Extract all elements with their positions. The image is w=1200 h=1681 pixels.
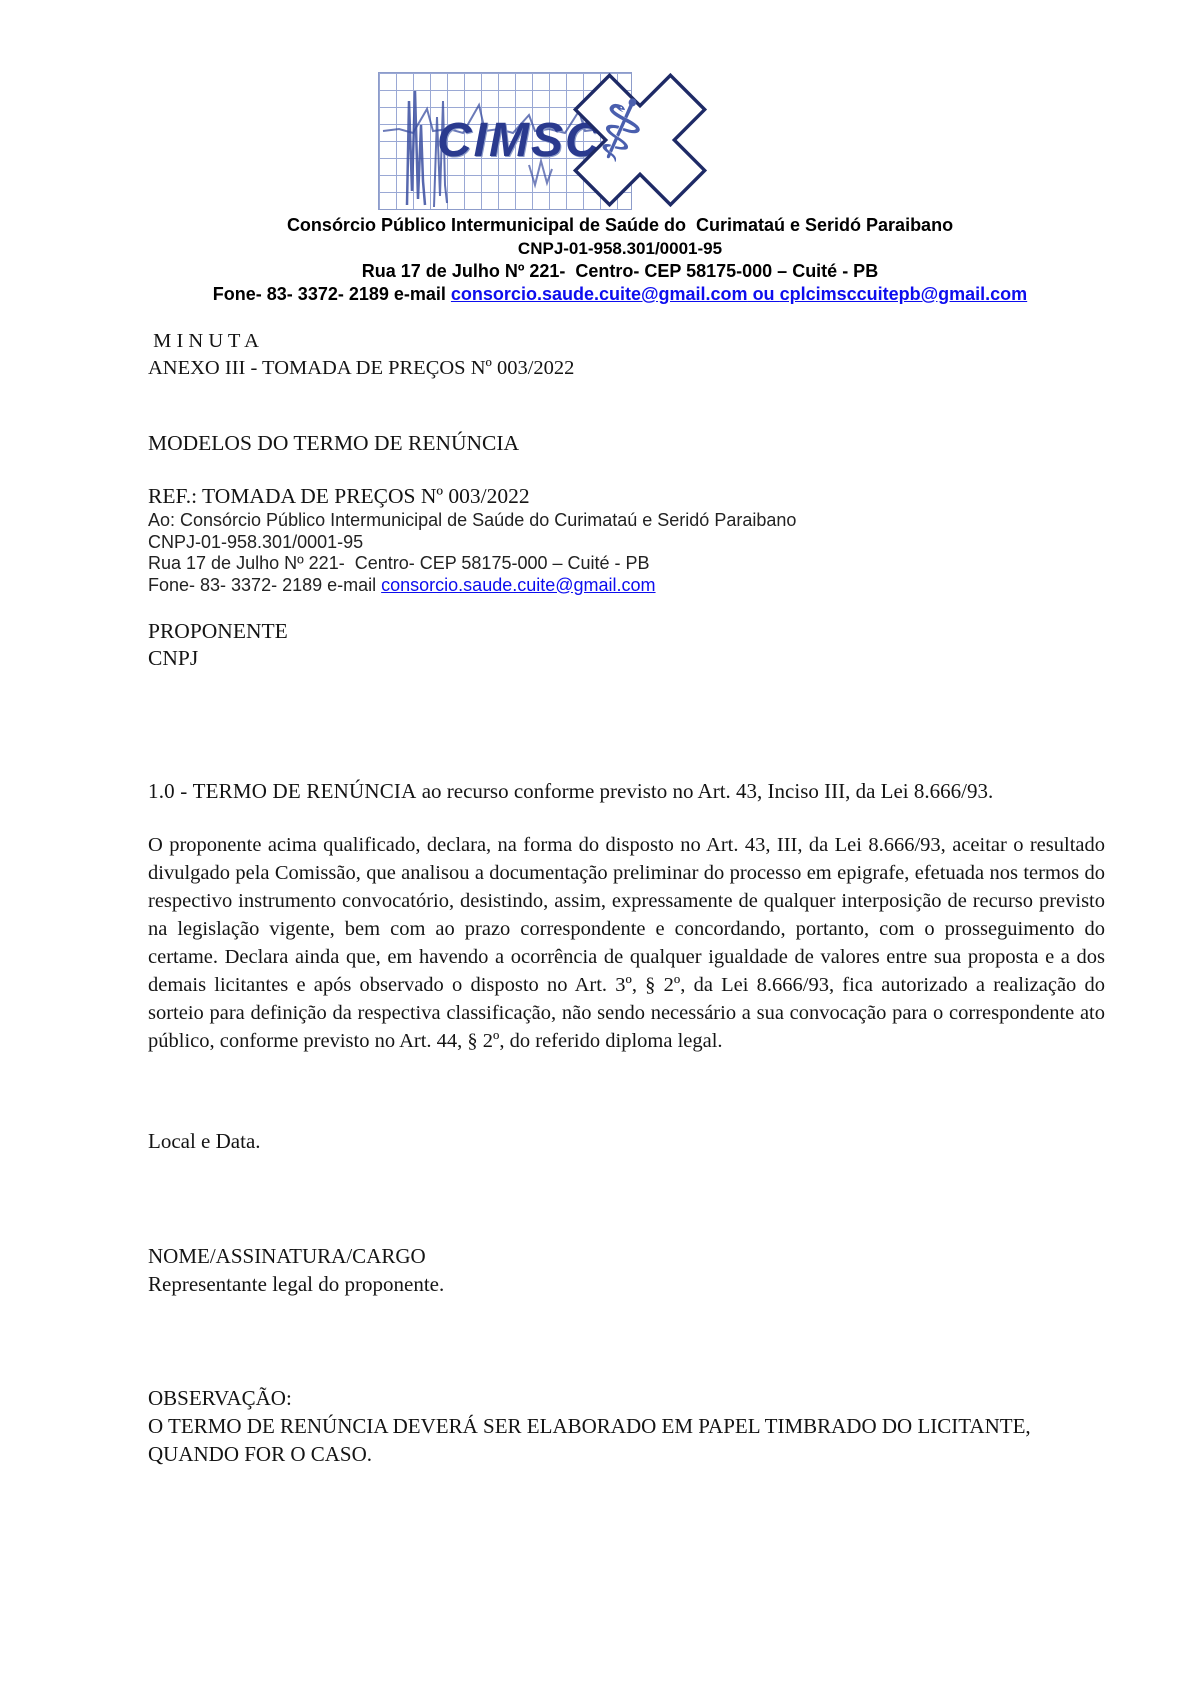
- ref-email-link[interactable]: consorcio.saude.cuite@gmail.com: [381, 574, 656, 595]
- observacao-label: OBSERVAÇÃO:: [148, 1386, 292, 1410]
- org-contact-line: [40, 283, 1200, 306]
- title-block: [148, 328, 1105, 382]
- ref-addressee: Ao: Consórcio Público Intermunicipal de Saúde do Curimataú e Seridó Paraibano: [148, 510, 797, 530]
- org-address: Rua 17 de Julho Nº 221- Centro- CEP 58175-000 – Cuité - PB: [361, 261, 879, 281]
- ref-heading: REF.: TOMADA DE PREÇOS Nº 003/2022: [148, 484, 530, 508]
- modelos-heading: MODELOS DO TERMO DE RENÚNCIA: [148, 431, 520, 455]
- document-body: [148, 328, 1111, 1055]
- observacao-body: O TERMO DE RENÚNCIA DEVERÁ SER ELABORADO EM PAPEL TIMBRADO DO LICITANTE, QUANDO FOR O CASO.: [148, 1414, 1036, 1466]
- clause-number-title: 1.0 - TERMO DE RENÚNCIA: [148, 779, 417, 803]
- org-name: Consórcio Público Intermunicipal de Saúde do Curimataú e Seridó Paraibano: [286, 215, 954, 235]
- cimsc-logo: [378, 70, 724, 210]
- cnpj-label: CNPJ: [148, 646, 199, 670]
- proponente-label: PROPONENTE: [148, 619, 288, 643]
- letterhead: [0, 70, 1200, 306]
- clause-heading: [148, 778, 1105, 805]
- ref-contact-line: [148, 575, 1105, 597]
- ref-block: [148, 483, 1105, 596]
- signature-block: [148, 1243, 444, 1298]
- nome-assinatura-cargo: NOME/ASSINATURA/CARGO: [148, 1244, 426, 1268]
- representante-line: Representante legal do proponente.: [148, 1271, 445, 1296]
- proponente-block: [148, 618, 1105, 672]
- local-data-line: Local e Data.: [148, 1129, 261, 1153]
- renuncia-paragraph: O proponente acima qualificado, declara, na forma do disposto no Art. 43, III, da Lei 8.666/93, aceitar o resultado divulgado pela Comissão, que analisou a documentação preliminar do processo em epigrafe, efetuada nos termos do respectivo instrumento convocatório, desistindo, assim, expressamente de qualquer interposição de recurso previsto na legislação vigente, bem com ao prazo correspondente e concordando, portanto, com o prosseguimento do certame. Declara ainda que, em havendo a ocorrência de qualquer igualdade de valores entre sua proposta e a dos demais licitantes e após observado o disposto no Art. 3º, § 2º, da Lei 8.666/93, fica autorizado a realização do sorteio para definição da respectiva classificação, não sendo necessário a sua convocação para o correspondente ato público, conforme previsto no Art. 44, § 2º, do referido diploma legal.: [148, 834, 1111, 1052]
- phone-label: Fone- 83- 3372- 2189 e-mail: [212, 284, 451, 304]
- ref-cnpj: CNPJ-01-958.301/0001-95: [148, 531, 364, 552]
- logo-wordmark: CIMSC: [437, 114, 602, 167]
- anexo-title: ANEXO III - TOMADA DE PREÇOS Nº 003/2022: [148, 357, 575, 379]
- caduceus-icon: ⚕: [577, 72, 663, 187]
- email-secondary-link[interactable]: cplcimsccuitepb@gmail.com: [779, 284, 1028, 304]
- email-joiner: ou: [747, 284, 780, 304]
- observacao-block: [148, 1384, 1105, 1468]
- email-primary-link[interactable]: consorcio.saude.cuite@gmail.com: [450, 284, 748, 304]
- ref-phone-label: Fone- 83- 3372- 2189 e-mail: [148, 574, 382, 595]
- letterhead-text: [0, 214, 1200, 306]
- clause-rest: ao recurso conforme previsto no Art. 43, Inciso III, da Lei 8.666/93.: [416, 779, 994, 803]
- org-cnpj: CNPJ-01-958.301/0001-95: [517, 239, 723, 258]
- ref-address: Rua 17 de Julho Nº 221- Centro- CEP 58175-000 – Cuité - PB: [148, 553, 650, 573]
- minuta-title: M I N U T A: [148, 330, 259, 352]
